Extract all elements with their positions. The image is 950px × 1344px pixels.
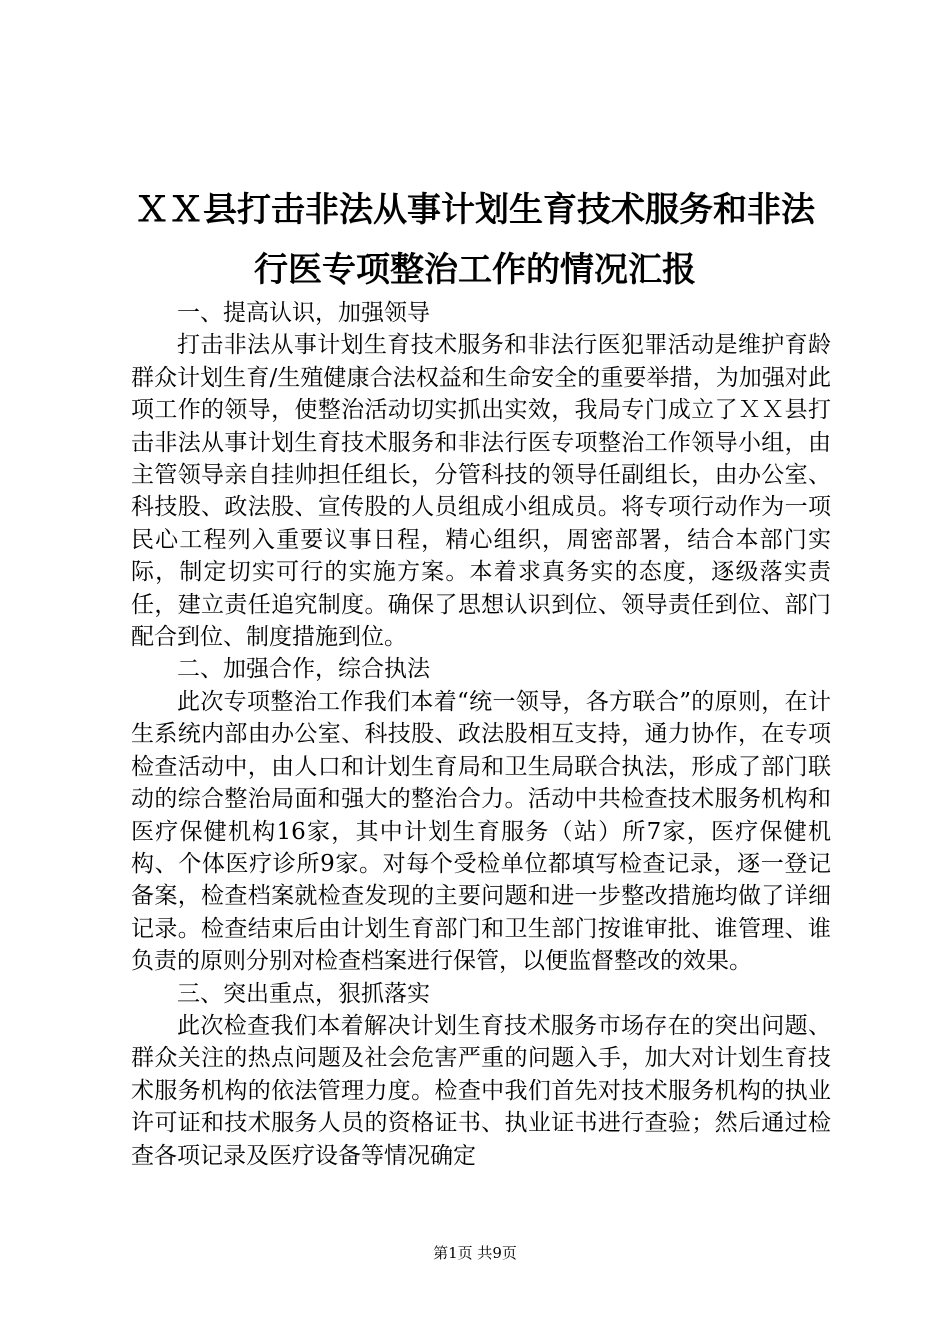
document-body [131, 297, 831, 1172]
section-heading-3: 三、突出重点，狠抓落实 [177, 980, 430, 1007]
page-number-footer: 第1页 共9页 [433, 1244, 517, 1262]
body-paragraph-3: 此次检查我们本着解决计划生育技术服务市场存在的突出问题、群众关注的热点问题及社会危害严重的问题入手，加大对计划生育技术服务机构的依法管理力度。检查中我们首先对技术服务机构的执业许可证和技术服务人员的资格证书、执业证书进行查验；然后通过检查各项记录及医疗设备等情况确定 [131, 1012, 831, 1169]
body-paragraph-1: 打击非法从事计划生育技术服务和非法行医犯罪活动是维护育龄群众计划生育/生殖健康合法权益和生命安全的重要举措，为加强对此项工作的领导，使整治活动切实抓出实效，我局专门成立了ＸＸ县打击非法从事计划生育技术服务和非法行医专项整治工作领导小组，由主管领导亲自挂帅担任组长，分管科技的领导任副组长，由办公室、科技股、政法股、宣传股的人员组成小组成员。将专项行动作为一项民心工程列入重要议事日程，精心组织，周密部署，结合本部门实际，制定切实可行的实施方案。本着求真务实的态度，逐级落实责任，建立责任追究制度。确保了思想认识到位、领导责任到位、部门配合到位、制度措施到位。 [131, 332, 831, 651]
section-heading-1: 一、提高认识，加强领导 [177, 300, 430, 326]
body-paragraph-2: 此次专项整治工作我们本着“统一领导，各方联合”的原则，在计生系统内部由办公室、科技股、政法股相互支持，通力协作，在专项检查活动中，由人口和计划生育局和卫生局联合执法，形成了部门联动的综合整治局面和强大的整治合力。活动中共检查技术服务机构和医疗保健机构16家，其中计划生育服务（站）所7家，医疗保健机构、个体医疗诊所9家。对每个受检单位都填写检查记录，逐一登记备案，检查档案就检查发现的主要问题和进一步整改措施均做了详细记录。检查结束后由计划生育部门和卫生部门按谁审批、谁管理、谁负责的原则分别对检查档案进行保管，以便监督整改的效果。 [131, 688, 831, 975]
document-title-line-1: ＸＸ县打击非法从事计划生育技术服务和非法 [135, 190, 815, 230]
section-heading-2: 二、加强合作，综合执法 [177, 656, 430, 683]
document-title-line-2: 行医专项整治工作的情况汇报 [254, 250, 696, 290]
